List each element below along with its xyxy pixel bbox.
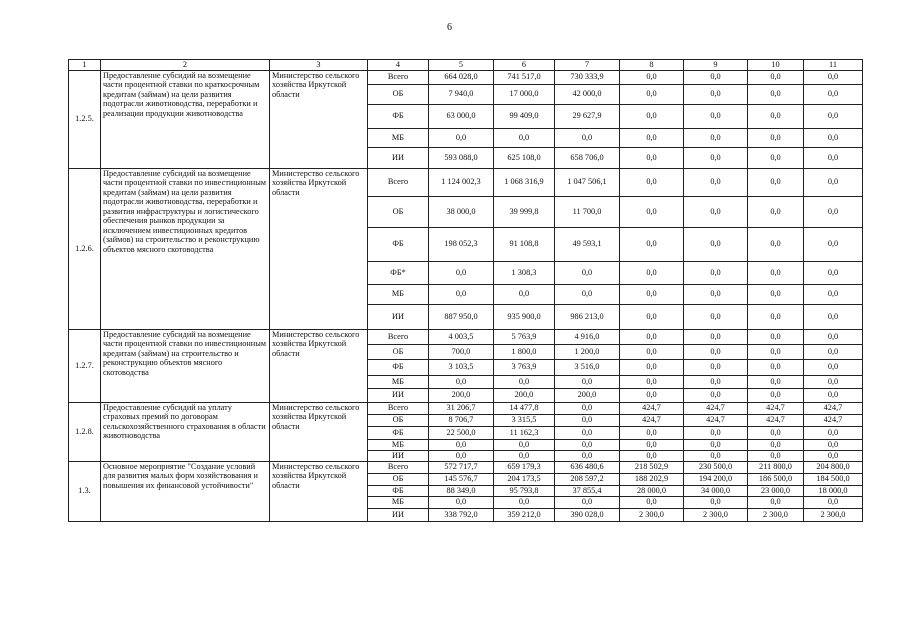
value-cell: 0,0 [748, 104, 804, 128]
value-cell: 424,7 [684, 414, 748, 426]
value-cell: 14 477,8 [494, 402, 555, 414]
value-cell: 0,0 [684, 375, 748, 388]
value-cell: 0,0 [684, 84, 748, 104]
value-cell: 11 700,0 [555, 196, 620, 227]
value-cell: 1 047 506,1 [555, 168, 620, 196]
value-cell: 0,0 [684, 359, 748, 375]
value-cell: 2 300,0 [804, 508, 863, 521]
value-cell: 0,0 [620, 196, 684, 227]
value-cell: 204 173,5 [494, 473, 555, 485]
value-cell: 0,0 [494, 284, 555, 304]
value-cell: 1 124 002,3 [429, 168, 494, 196]
value-cell: 0,0 [684, 344, 748, 359]
value-cell: 0,0 [804, 304, 863, 329]
value-cell: 658 706,0 [555, 147, 620, 168]
value-cell: 3 315,5 [494, 414, 555, 426]
funding-source: ФБ [368, 104, 429, 128]
value-cell: 99 409,0 [494, 104, 555, 128]
table-row [69, 70, 863, 84]
value-cell: 0,0 [555, 261, 620, 284]
header-cell: 7 [555, 60, 620, 71]
value-cell: 2 300,0 [620, 508, 684, 521]
value-cell: 636 480,6 [555, 461, 620, 473]
item-executor: Министерство сельского хозяйства Иркутской области [270, 168, 368, 329]
value-cell: 200,0 [494, 388, 555, 402]
item-executor: Министерство сельского хозяйства Иркутской области [270, 70, 368, 168]
value-cell: 0,0 [620, 168, 684, 196]
value-cell: 0,0 [804, 147, 863, 168]
item-executor: Министерство сельского хозяйства Иркутской области [270, 402, 368, 461]
value-cell: 0,0 [684, 227, 748, 261]
funding-source: МБ [368, 284, 429, 304]
value-cell: 0,0 [804, 70, 863, 84]
value-cell: 0,0 [748, 84, 804, 104]
header-cell: 2 [101, 60, 270, 71]
funding-source: ФБ* [368, 261, 429, 284]
header-cell: 10 [748, 60, 804, 71]
value-cell: 0,0 [684, 261, 748, 284]
value-cell: 0,0 [429, 128, 494, 147]
value-cell: 0,0 [555, 496, 620, 508]
value-cell: 200,0 [429, 388, 494, 402]
funding-source: ОБ [368, 196, 429, 227]
budget-table [68, 59, 863, 522]
value-cell: 0,0 [620, 70, 684, 84]
value-cell: 1 068 316,9 [494, 168, 555, 196]
item-code: 1.2.6. [69, 168, 101, 329]
value-cell: 0,0 [748, 439, 804, 450]
value-cell: 0,0 [684, 304, 748, 329]
funding-source: ИИ [368, 147, 429, 168]
value-cell: 29 627,9 [555, 104, 620, 128]
funding-source: ФБ [368, 227, 429, 261]
value-cell: 424,7 [620, 402, 684, 414]
value-cell: 0,0 [494, 128, 555, 147]
header-cell: 6 [494, 60, 555, 71]
funding-source: Всего [368, 70, 429, 84]
value-cell: 700,0 [429, 344, 494, 359]
table-row [69, 168, 863, 196]
value-cell: 0,0 [555, 426, 620, 439]
item-description: Предоставление субсидий на возмещение части процентной ставки по инвестиционным кредитам (займам) на строительство и реконструкцию объектов мясного скотоводства [101, 329, 270, 402]
value-cell: 424,7 [620, 414, 684, 426]
value-cell: 0,0 [494, 439, 555, 450]
value-cell: 0,0 [620, 147, 684, 168]
funding-source: ОБ [368, 84, 429, 104]
value-cell: 39 999,8 [494, 196, 555, 227]
value-cell: 424,7 [748, 402, 804, 414]
value-cell: 0,0 [748, 450, 804, 461]
value-cell: 887 950,0 [429, 304, 494, 329]
value-cell: 0,0 [620, 261, 684, 284]
value-cell: 0,0 [555, 284, 620, 304]
funding-source: ИИ [368, 508, 429, 521]
value-cell: 0,0 [804, 329, 863, 344]
table-row [69, 329, 863, 344]
value-cell: 42 000,0 [555, 84, 620, 104]
funding-source: ИИ [368, 388, 429, 402]
value-cell: 0,0 [804, 359, 863, 375]
value-cell: 28 000,0 [620, 485, 684, 496]
value-cell: 0,0 [555, 128, 620, 147]
value-cell: 338 792,0 [429, 508, 494, 521]
value-cell: 0,0 [748, 261, 804, 284]
value-cell: 0,0 [748, 329, 804, 344]
value-cell: 0,0 [748, 496, 804, 508]
value-cell: 0,0 [748, 304, 804, 329]
value-cell: 0,0 [748, 227, 804, 261]
value-cell: 0,0 [620, 284, 684, 304]
value-cell: 2 300,0 [748, 508, 804, 521]
value-cell: 424,7 [804, 402, 863, 414]
value-cell: 88 349,0 [429, 485, 494, 496]
item-description: Предоставление субсидий на возмещение части процентной ставки по инвестиционным кредитам (займам) на цели развития подотрасли животноводства, переработки и развития инфраструктуры и логистического обеспечения рынков продукции за исключением инвестиционных кредитов (займов) на строительство и реконструкцию объектов мясного скотоводства [101, 168, 270, 329]
value-cell: 0,0 [684, 196, 748, 227]
value-cell: 0,0 [620, 450, 684, 461]
funding-source: МБ [368, 496, 429, 508]
value-cell: 0,0 [555, 439, 620, 450]
value-cell: 935 900,0 [494, 304, 555, 329]
value-cell: 0,0 [804, 227, 863, 261]
value-cell: 18 000,0 [804, 485, 863, 496]
value-cell: 0,0 [684, 439, 748, 450]
value-cell: 95 793,8 [494, 485, 555, 496]
value-cell: 7 940,0 [429, 84, 494, 104]
value-cell: 188 202,9 [620, 473, 684, 485]
funding-source: ФБ [368, 426, 429, 439]
value-cell: 230 500,0 [684, 461, 748, 473]
value-cell: 17 000,0 [494, 84, 555, 104]
header-cell: 5 [429, 60, 494, 71]
header-row [69, 60, 863, 71]
value-cell: 0,0 [555, 450, 620, 461]
value-cell: 37 855,4 [555, 485, 620, 496]
value-cell: 0,0 [748, 344, 804, 359]
value-cell: 0,0 [429, 450, 494, 461]
value-cell: 0,0 [748, 375, 804, 388]
value-cell: 0,0 [429, 284, 494, 304]
value-cell: 0,0 [748, 196, 804, 227]
header-cell: 9 [684, 60, 748, 71]
value-cell: 0,0 [684, 128, 748, 147]
value-cell: 0,0 [804, 439, 863, 450]
value-cell: 0,0 [684, 70, 748, 84]
value-cell: 572 717,7 [429, 461, 494, 473]
value-cell: 593 088,0 [429, 147, 494, 168]
value-cell: 0,0 [748, 168, 804, 196]
value-cell: 11 162,3 [494, 426, 555, 439]
funding-source: МБ [368, 375, 429, 388]
value-cell: 0,0 [684, 496, 748, 508]
value-cell: 0,0 [555, 414, 620, 426]
item-code: 1.2.7. [69, 329, 101, 402]
value-cell: 0,0 [429, 439, 494, 450]
funding-source: ОБ [368, 344, 429, 359]
value-cell: 0,0 [804, 168, 863, 196]
value-cell: 424,7 [804, 414, 863, 426]
value-cell: 91 108,8 [494, 227, 555, 261]
value-cell: 8 706,7 [429, 414, 494, 426]
funding-source: МБ [368, 128, 429, 147]
value-cell: 4 003,5 [429, 329, 494, 344]
value-cell: 0,0 [494, 496, 555, 508]
value-cell: 34 000,0 [684, 485, 748, 496]
value-cell: 741 517,0 [494, 70, 555, 84]
table-row [69, 461, 863, 473]
item-code: 1.2.5. [69, 70, 101, 168]
value-cell: 0,0 [748, 388, 804, 402]
value-cell: 730 333,9 [555, 70, 620, 84]
value-cell: 0,0 [804, 261, 863, 284]
item-executor: Министерство сельского хозяйства Иркутской области [270, 461, 368, 521]
value-cell: 2 300,0 [684, 508, 748, 521]
value-cell: 0,0 [804, 450, 863, 461]
value-cell: 0,0 [804, 196, 863, 227]
value-cell: 0,0 [748, 426, 804, 439]
item-code: 1.2.8. [69, 402, 101, 461]
value-cell: 0,0 [620, 329, 684, 344]
funding-source: Всего [368, 168, 429, 196]
value-cell: 0,0 [684, 284, 748, 304]
value-cell: 0,0 [748, 359, 804, 375]
value-cell: 3 516,0 [555, 359, 620, 375]
value-cell: 0,0 [620, 426, 684, 439]
value-cell: 0,0 [804, 375, 863, 388]
funding-source: Всего [368, 329, 429, 344]
value-cell: 986 213,0 [555, 304, 620, 329]
value-cell: 0,0 [804, 426, 863, 439]
value-cell: 664 028,0 [429, 70, 494, 84]
value-cell: 359 212,0 [494, 508, 555, 521]
value-cell: 5 763,9 [494, 329, 555, 344]
funding-source: ОБ [368, 414, 429, 426]
value-cell: 184 500,0 [804, 473, 863, 485]
value-cell: 0,0 [494, 375, 555, 388]
value-cell: 38 000,0 [429, 196, 494, 227]
value-cell: 0,0 [804, 496, 863, 508]
header-cell: 4 [368, 60, 429, 71]
value-cell: 424,7 [748, 414, 804, 426]
value-cell: 0,0 [748, 128, 804, 147]
item-description: Предоставление субсидий на уплату страховых премий по договорам сельскохозяйственного страхования в области животноводства [101, 402, 270, 461]
page-number: 6 [447, 22, 452, 33]
value-cell: 0,0 [620, 375, 684, 388]
value-cell: 424,7 [684, 402, 748, 414]
value-cell: 0,0 [804, 284, 863, 304]
item-description: Основное мероприятие "Создание условий для развития малых форм хозяйствования и повышения их финансовой устойчивости" [101, 461, 270, 521]
value-cell: 0,0 [684, 147, 748, 168]
value-cell: 198 052,3 [429, 227, 494, 261]
value-cell: 0,0 [620, 388, 684, 402]
item-executor: Министерство сельского хозяйства Иркутской области [270, 329, 368, 402]
value-cell: 3 103,5 [429, 359, 494, 375]
value-cell: 0,0 [684, 168, 748, 196]
value-cell: 0,0 [429, 496, 494, 508]
value-cell: 0,0 [620, 344, 684, 359]
value-cell: 0,0 [804, 104, 863, 128]
value-cell: 0,0 [555, 402, 620, 414]
value-cell: 0,0 [748, 284, 804, 304]
value-cell: 0,0 [620, 304, 684, 329]
value-cell: 0,0 [429, 261, 494, 284]
value-cell: 1 800,0 [494, 344, 555, 359]
value-cell: 0,0 [804, 128, 863, 147]
value-cell: 0,0 [804, 388, 863, 402]
funding-source: ФБ [368, 359, 429, 375]
value-cell: 186 500,0 [748, 473, 804, 485]
value-cell: 145 576,7 [429, 473, 494, 485]
value-cell: 23 000,0 [748, 485, 804, 496]
value-cell: 659 179,3 [494, 461, 555, 473]
header-cell: 3 [270, 60, 368, 71]
value-cell: 1 200,0 [555, 344, 620, 359]
value-cell: 63 000,0 [429, 104, 494, 128]
value-cell: 0,0 [494, 450, 555, 461]
value-cell: 1 308,3 [494, 261, 555, 284]
value-cell: 625 108,0 [494, 147, 555, 168]
funding-source: МБ [368, 439, 429, 450]
value-cell: 0,0 [748, 70, 804, 84]
funding-source: ОБ [368, 473, 429, 485]
value-cell: 208 597,2 [555, 473, 620, 485]
funding-source: ИИ [368, 450, 429, 461]
header-cell: 1 [69, 60, 101, 71]
header-cell: 8 [620, 60, 684, 71]
value-cell: 194 200,0 [684, 473, 748, 485]
value-cell: 204 800,0 [804, 461, 863, 473]
value-cell: 4 916,0 [555, 329, 620, 344]
value-cell: 0,0 [620, 227, 684, 261]
value-cell: 0,0 [684, 426, 748, 439]
funding-source: Всего [368, 402, 429, 414]
value-cell: 200,0 [555, 388, 620, 402]
value-cell: 0,0 [620, 496, 684, 508]
value-cell: 0,0 [684, 450, 748, 461]
value-cell: 0,0 [620, 84, 684, 104]
value-cell: 0,0 [804, 84, 863, 104]
funding-source: ИИ [368, 304, 429, 329]
table-row [69, 402, 863, 414]
value-cell: 3 763,9 [494, 359, 555, 375]
header-cell: 11 [804, 60, 863, 71]
value-cell: 0,0 [684, 329, 748, 344]
value-cell: 0,0 [620, 128, 684, 147]
value-cell: 0,0 [620, 439, 684, 450]
value-cell: 0,0 [620, 104, 684, 128]
item-description: Предоставление субсидий на возмещение части процентной ставки по краткосрочным кредитам (займам) на цели развития подотрасли животноводства, переработки и реализации продукции животноводства [101, 70, 270, 168]
value-cell: 31 206,7 [429, 402, 494, 414]
value-cell: 0,0 [684, 388, 748, 402]
item-code: 1.3. [69, 461, 101, 521]
value-cell: 390 028,0 [555, 508, 620, 521]
value-cell: 49 593,1 [555, 227, 620, 261]
value-cell: 0,0 [684, 104, 748, 128]
funding-source: Всего [368, 461, 429, 473]
value-cell: 211 800,0 [748, 461, 804, 473]
value-cell: 0,0 [748, 147, 804, 168]
value-cell: 0,0 [555, 375, 620, 388]
value-cell: 218 502,9 [620, 461, 684, 473]
value-cell: 0,0 [429, 375, 494, 388]
funding-source: ФБ [368, 485, 429, 496]
value-cell: 22 500,0 [429, 426, 494, 439]
value-cell: 0,0 [804, 344, 863, 359]
value-cell: 0,0 [620, 359, 684, 375]
